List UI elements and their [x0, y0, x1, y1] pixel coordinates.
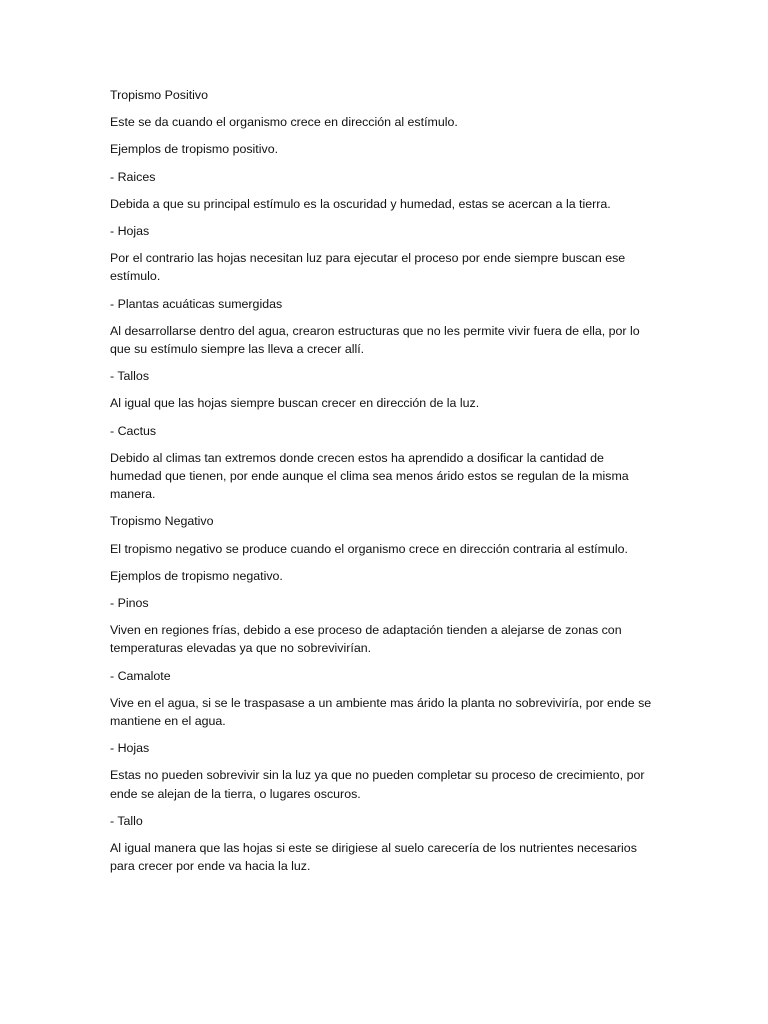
paragraph-pinos: Viven en regiones frías, debido a ese proceso de adaptación tienden a alejarse de zonas con temperaturas elevadas ya que no sobrevivirían. [110, 623, 622, 656]
paragraph-hojas-positive: Por el contrario las hojas necesitan luz para ejecutar el proceso por ende siempre buscan ese estímulo. [110, 251, 626, 284]
paragraph-tallos: Al igual que las hojas siempre buscan crecer en dirección de la luz. [110, 396, 480, 411]
paragraph-negative-definition: El tropismo negativo se produce cuando el organismo crece en dirección contraria al estímulo. [110, 541, 628, 556]
paragraph-camalote: Vive en el agua, si se le traspasase a un ambiente mas árido la planta no sobreviviría, por ende se mantiene en el agua. [110, 695, 652, 729]
section-heading-negative: Tropismo Negativo [110, 514, 214, 529]
list-item-hojas-negative: - Hojas [110, 741, 150, 756]
paragraph-tallo: Al igual manera que las hojas si este se dirigiese al suelo carecería de los nutrientes necesarios para crecer por ende va hacia la luz. [110, 841, 637, 874]
list-item-tallo: - Tallo [110, 813, 143, 828]
list-item-hojas-positive: - Hojas [110, 224, 150, 239]
list-item-plantas-acuaticas: - Plantas acuáticas sumergidas [110, 296, 283, 311]
list-item-cactus: - Cactus [110, 423, 157, 438]
paragraph-positive-definition: Este se da cuando el organismo crece en dirección al estímulo. [110, 115, 458, 130]
paragraph-positive-examples-intro: Ejemplos de tropismo positivo. [110, 142, 279, 157]
paragraph-hojas-negative: Estas no pueden sobrevivir sin la luz ya que no pueden completar su proceso de crecimiento, por ende se alejan de la tierra, o lugares oscuros. [110, 768, 645, 801]
paragraph-negative-examples-intro: Ejemplos de tropismo negativo. [110, 568, 283, 583]
paragraph-cactus: Debido al climas tan extremos donde crecen estos ha aprendido a dosificar la cantidad de humedad que tienen, por ende aunque el clima sea menos árido estos se regulan de la misma manera. [110, 450, 629, 502]
document-body [110, 86, 658, 885]
paragraph-raices: Debida a que su principal estímulo es la oscuridad y humedad, estas se acercan a la tierra. [110, 196, 611, 211]
section-heading-positive: Tropismo Positivo [110, 88, 209, 102]
list-item-camalote: - Camalote [110, 668, 171, 683]
list-item-raices: - Raices [110, 169, 156, 184]
list-item-tallos: - Tallos [110, 369, 150, 384]
list-item-pinos: - Pinos [110, 596, 149, 611]
paragraph-plantas-acuaticas: Al desarrollarse dentro del agua, crearon estructuras que no les permite vivir fuera de ella, por lo que su estímulo siempre las lleva a crecer allí. [110, 323, 640, 357]
